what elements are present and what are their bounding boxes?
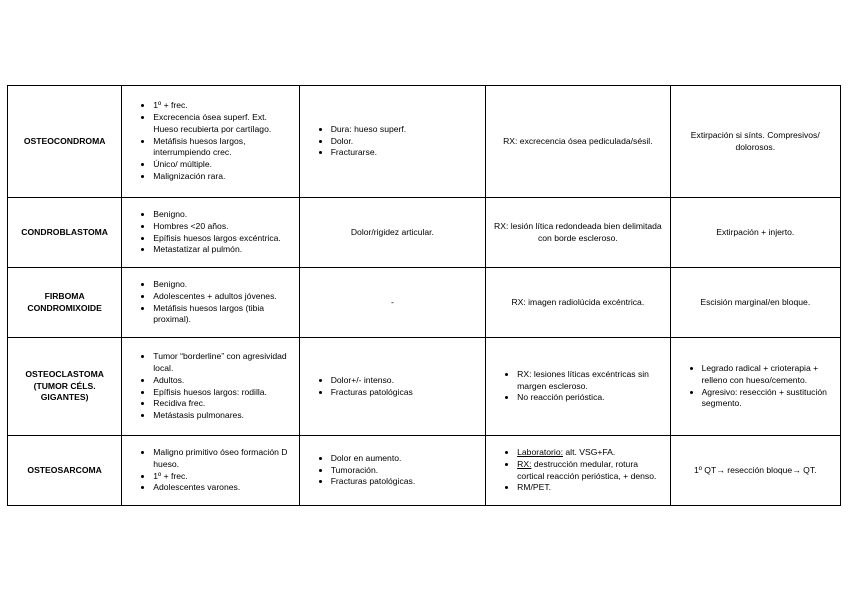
- features-cell: [122, 436, 299, 506]
- tumor-name: CONDROBLASTOMA: [8, 198, 122, 268]
- list-item: • No reacción perióstica.: [517, 392, 664, 404]
- clinic-cell: [299, 436, 485, 506]
- list-item: • Metástasis pulmonares.: [153, 410, 293, 422]
- list-item: • 1º + frec.: [153, 471, 293, 483]
- lab-label: Laboratorio:: [517, 446, 563, 457]
- list-item: • Dolor.: [331, 136, 480, 148]
- list-item: • Fracturas patológicas: [331, 387, 480, 399]
- list-item: • Dura: hueso superf.: [331, 124, 480, 136]
- list-item: • Legrado radical + crioterapia + relleno con hueso/cemento.: [702, 363, 835, 387]
- features-cell: [122, 338, 299, 436]
- clinic-cell: [299, 86, 485, 198]
- list-item: • Dolor+/- intenso.: [331, 375, 480, 387]
- table-row: [8, 198, 841, 268]
- treatment-cell: 1º QT→ resección bloque→ QT.: [670, 436, 840, 506]
- list-item: • Malignización rara.: [153, 171, 293, 183]
- list-item: • Benigno.: [153, 209, 293, 221]
- list-item: • Hombres <20 años.: [153, 221, 293, 233]
- treatment-cell: [670, 338, 840, 436]
- list-item: • RX: lesiones líticas excéntricas sin margen escleroso.: [517, 369, 664, 393]
- tumor-name: OSTEOSARCOMA: [8, 436, 122, 506]
- clinic-cell: -: [299, 268, 485, 338]
- list-item: • Agresivo: resección + sustitución segmento.: [702, 387, 835, 411]
- list-item: • Metastatizar al pulmón.: [153, 244, 293, 256]
- list-item: • Maligno primitivo óseo formación D hueso.: [153, 447, 293, 471]
- list-item: • Metáfisis huesos largos (tibia proximal).: [153, 303, 293, 327]
- list-item: • Benigno.: [153, 279, 293, 291]
- list-item: • Laboratorio: alt. VSG+FA.: [517, 447, 664, 459]
- rx-label: RX:: [517, 458, 532, 469]
- tumor-table: [7, 85, 841, 506]
- list-item: • Adultos.: [153, 375, 293, 387]
- diagnosis-cell: RX: lesión lítica redondeada bien delimitada con borde escleroso.: [486, 198, 670, 268]
- tumor-name: OSTEOCLASTOMA (TUMOR CÉLS. GIGANTES): [8, 338, 122, 436]
- diagnosis-cell: [486, 436, 670, 506]
- list-item: • Epífisis huesos largos excéntrica.: [153, 233, 293, 245]
- list-item: • Excrecencia ósea superf. Ext. Hueso recubierta por cartílago.: [153, 112, 293, 136]
- treatment-cell: Extirpación si sínts. Compresivos/ dolorosos.: [670, 86, 840, 198]
- table-row: [8, 86, 841, 198]
- list-item: • Tumor “borderline” con agresividad local.: [153, 351, 293, 375]
- list-item: • Fracturarse.: [331, 147, 480, 159]
- table-row: [8, 268, 841, 338]
- treatment-cell: Escisión marginal/en bloque.: [670, 268, 840, 338]
- diagnosis-cell: RX: imagen radiolúcida excéntrica.: [486, 268, 670, 338]
- list-item: • Fracturas patológicas.: [331, 476, 480, 488]
- list-item: • Adolescentes + adultos jóvenes.: [153, 291, 293, 303]
- list-item: • 1º + frec.: [153, 100, 293, 112]
- list-item: • RX: destrucción medular, rotura cortical reacción perióstica, + denso.: [517, 459, 664, 483]
- diagnosis-cell: RX: excrecencia ósea pediculada/sésil.: [486, 86, 670, 198]
- list-item: • Adolescentes varones.: [153, 482, 293, 494]
- list-item: • Único/ múltiple.: [153, 159, 293, 171]
- list-item: • RM/PET.: [517, 482, 664, 494]
- clinic-cell: [299, 338, 485, 436]
- list-item: • Metáfisis huesos largos, interrumpiendo crec.: [153, 136, 293, 160]
- list-item: • Dolor en aumento.: [331, 453, 480, 465]
- clinic-cell: Dolor/rigidez articular.: [299, 198, 485, 268]
- tumor-name: OSTEOCONDROMA: [8, 86, 122, 198]
- diagnosis-cell: [486, 338, 670, 436]
- table-row: [8, 436, 841, 506]
- list-item: • Tumoración.: [331, 465, 480, 477]
- treatment-cell: Extirpación + injerto.: [670, 198, 840, 268]
- list-item: • Recidiva frec.: [153, 398, 293, 410]
- features-cell: [122, 86, 299, 198]
- table-row: [8, 338, 841, 436]
- tumor-name: FIRBOMA CONDROMIXOIDE: [8, 268, 122, 338]
- features-cell: [122, 268, 299, 338]
- list-item: • Epífisis huesos largos: rodilla.: [153, 387, 293, 399]
- features-cell: [122, 198, 299, 268]
